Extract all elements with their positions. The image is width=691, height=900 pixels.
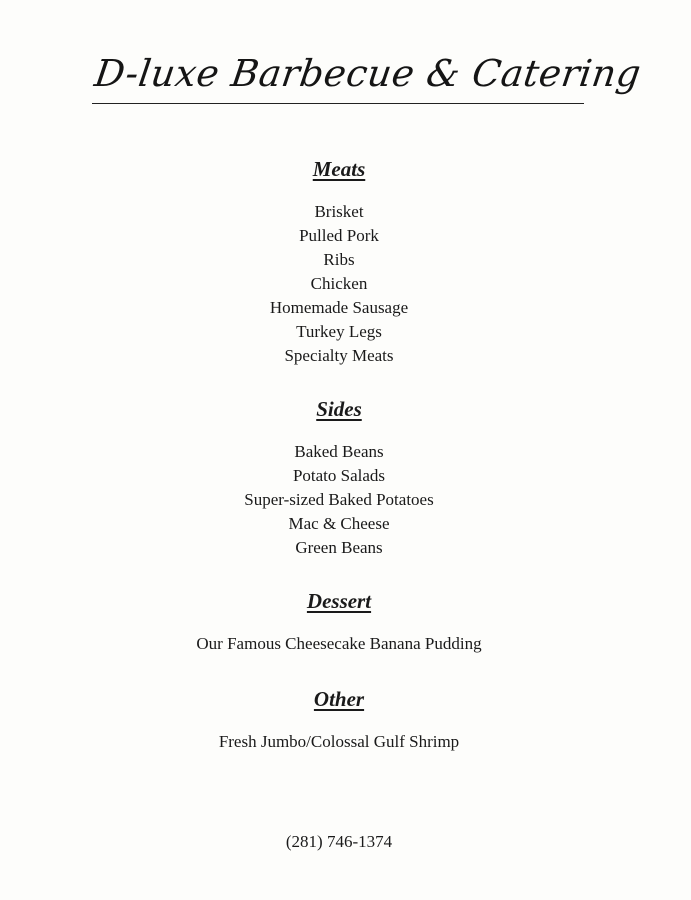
menu-list [0,152,678,754]
title-underline [92,103,584,104]
menu-item: Our Famous Cheesecake Banana Pudding [196,634,482,653]
menu-item: Potato Salads [292,466,386,485]
menu-item: Green Beans [295,538,383,557]
menu-item: Homemade Sausage [269,298,409,317]
menu-item: Super-sized Baked Potatoes [244,490,434,509]
menu-item: Fresh Jumbo/Colossal Gulf Shrimp [218,732,460,751]
menu-item: Brisket [314,202,364,221]
section-dessert [0,584,678,656]
menu-item: Turkey Legs [296,322,382,341]
section-heading-meats: Meats [312,157,366,181]
menu-item: Baked Beans [294,442,384,461]
menu-item: Pulled Pork [299,226,379,245]
items-other [0,730,678,754]
items-dessert [0,632,678,656]
section-heading-sides: Sides [316,397,362,421]
items-sides [0,440,678,560]
menu-item: Specialty Meats [284,346,394,365]
menu-item: Ribs [323,250,355,269]
phone-number: (281) 746-1374 [285,832,393,851]
business-title: D-luxe Barbecue & Catering [92,52,644,95]
menu-item: Chicken [310,274,368,293]
section-meats [0,152,678,368]
section-other [0,682,678,754]
section-heading-dessert: Dessert [306,589,372,613]
items-meats [0,200,678,368]
menu-item: Mac & Cheese [288,514,390,533]
section-heading-other: Other [313,687,365,711]
section-sides [0,392,678,560]
